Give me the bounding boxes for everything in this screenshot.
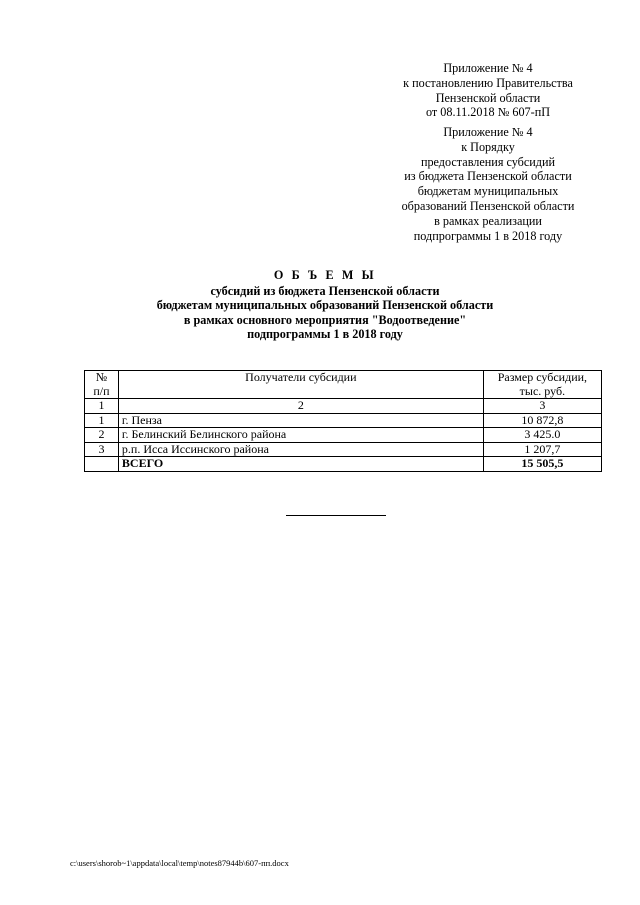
header-num-line: № [95,370,108,384]
total-amount: 15 505,5 [483,457,601,472]
subsidies-table [84,370,602,472]
table-row [85,413,602,428]
column-number: 1 [85,399,119,414]
document-subtitle-line: бюджетам муниципальных образований Пензенской области [156,298,494,313]
document-subtitle-line: в рамках основного мероприятия "Водоотведение" [183,312,467,327]
appendix-decree-line: к постановлению Правительства [403,75,573,90]
appendix-decree-line: от 08.11.2018 № 607-пП [425,105,551,120]
header-amount-line: тыс. руб. [519,383,566,398]
row-recipient: р.п. Исса Иссинского района [118,442,483,457]
document-subtitle-line: субсидий из бюджета Пензенской области [210,283,440,298]
row-num: 2 [85,428,119,443]
appendix-order-line: подпрограммы 1 в 2018 году [413,228,563,243]
appendix-order-line: к Порядку [461,139,515,154]
appendix-order-line: Приложение № 4 [443,125,533,139]
header-num-line: п/п [93,383,110,398]
appendix-order-line: в рамках реализации [434,213,542,228]
document-title: О Б Ъ Е М Ы [273,268,377,282]
footer-file-path: c:\users\shorob~1\appdata\local\temp\notes87944b\607-пп.docx [70,858,289,868]
appendix-order-line: образований Пензенской области [401,198,575,213]
row-num: 3 [85,442,119,457]
header-amount [483,371,601,399]
column-number-row [85,399,602,414]
appendix-order-line: предоставления субсидий [420,154,556,169]
document-heading [60,268,590,342]
total-row [85,457,602,472]
appendix-decree-line: Пензенской области [435,90,541,105]
row-recipient: г. Белинский Белинского района [118,428,483,443]
document-subtitle-line: подпрограммы 1 в 2018 году [247,327,403,342]
end-divider [286,515,386,516]
appendix-decree-line: Приложение № 4 [443,61,533,75]
appendix-order-line: из бюджета Пензенской области [404,169,572,184]
total-num [85,457,119,472]
table-header-row [85,371,602,399]
header-num [85,371,119,399]
table-row [85,442,602,457]
row-amount: 1 207,7 [483,442,601,457]
appendix-order-block [380,125,596,243]
row-recipient: г. Пенза [118,413,483,428]
table-row [85,428,602,443]
row-num: 1 [85,413,119,428]
total-label: ВСЕГО [118,457,483,472]
appendix-order-line: бюджетам муниципальных [417,184,559,199]
header-amount-line: Размер субсидии, [497,370,588,384]
column-number: 3 [483,399,601,414]
column-number: 2 [118,399,483,414]
appendix-decree-block [380,61,596,120]
row-amount: 10 872,8 [483,413,601,428]
row-amount: 3 425.0 [483,428,601,443]
header-recipients: Получатели субсидии [118,371,483,399]
